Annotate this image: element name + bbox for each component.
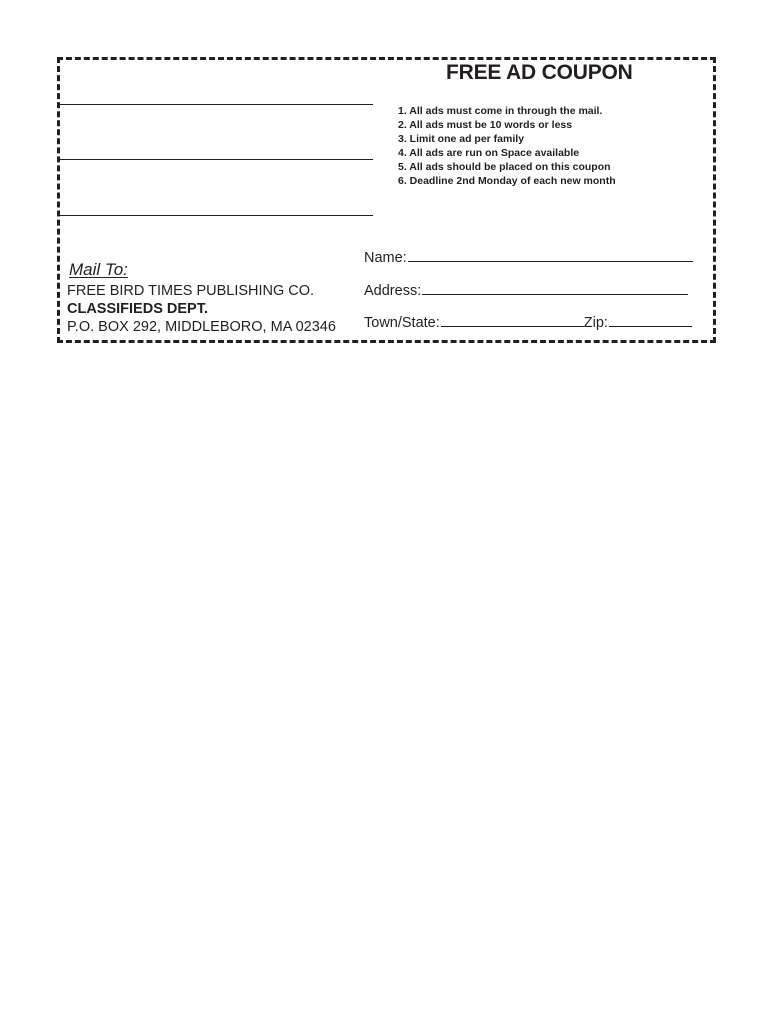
mail-address-line-2: CLASSIFIEDS DEPT.: [67, 301, 208, 317]
zip-label: Zip:: [583, 315, 608, 331]
town-state-label: Town/State:: [364, 315, 440, 331]
rule-item: 4. All ads are run on Space available: [398, 147, 580, 159]
rule-item: 6. Deadline 2nd Monday of each new month: [398, 175, 616, 187]
town-state-input-line[interactable]: [441, 312, 584, 327]
coupon-title: FREE AD COUPON: [446, 61, 633, 84]
address-label: Address:: [364, 283, 422, 299]
rules-list: [398, 104, 616, 188]
mail-to-heading: Mail To:: [69, 260, 128, 279]
address-field-row: [364, 280, 688, 299]
town-zip-field-row: [364, 312, 692, 331]
ad-text-line-1[interactable]: [58, 104, 373, 105]
name-label: Name:: [364, 250, 407, 266]
rule-item: 1. All ads must come in through the mail.: [398, 105, 603, 117]
name-field-row: [364, 247, 693, 266]
rule-item: 5. All ads should be placed on this coupon: [398, 161, 611, 173]
mail-address-line-3: P.O. BOX 292, MIDDLEBORO, MA 02346: [67, 319, 336, 335]
ad-text-line-2[interactable]: [58, 159, 373, 160]
mail-address-line-1: FREE BIRD TIMES PUBLISHING CO.: [67, 283, 315, 299]
rule-item: 3. Limit one ad per family: [398, 133, 525, 145]
zip-input-line[interactable]: [609, 312, 692, 327]
name-input-line[interactable]: [408, 247, 693, 262]
rule-item: 2. All ads must be 10 words or less: [398, 119, 573, 131]
ad-text-line-3[interactable]: [58, 215, 373, 216]
address-input-line[interactable]: [422, 280, 688, 295]
